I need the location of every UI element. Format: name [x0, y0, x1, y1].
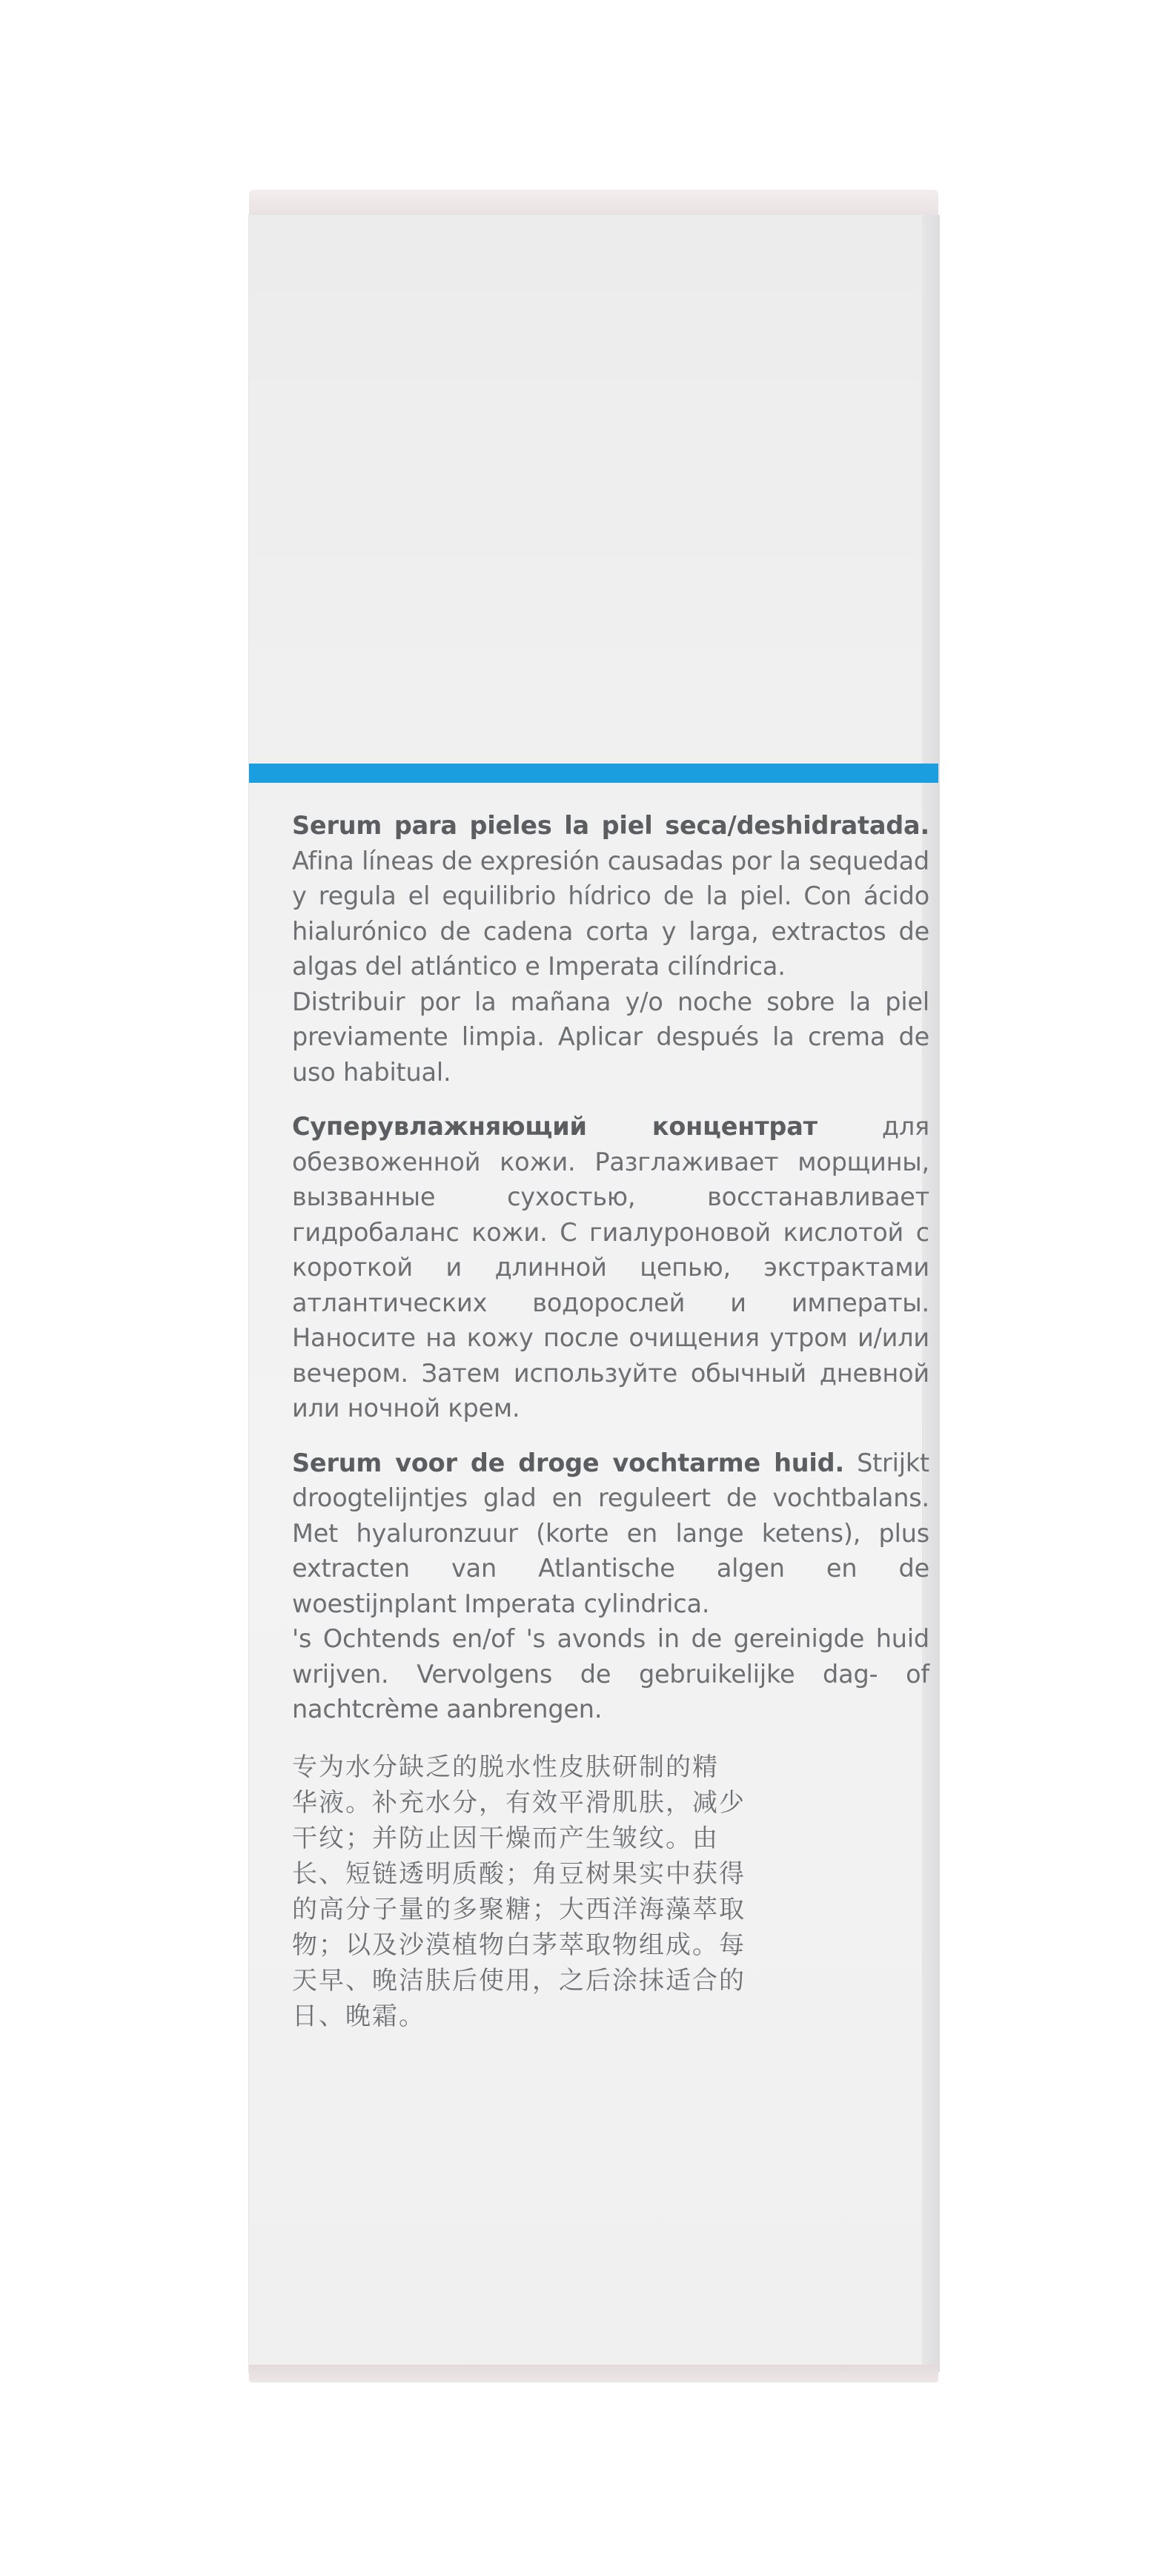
label-text-block [292, 808, 929, 2034]
chinese-line: 专为水分缺乏的脱水性皮肤研制的精 [292, 1752, 719, 1782]
chinese-line: 干纹；并防止因干燥而产生皱纹。由 [292, 1823, 719, 1853]
chinese-line: 天早、晚洁肤后使用，之后涂抹适合的 [292, 1965, 746, 1996]
chinese-description [292, 1749, 929, 2034]
spanish-body: Afina líneas de expresión causadas por la sequedad y regula el equilibrio hídrico de la piel. Con ácido hialurónico de cadena corta y larga, extractos de algas del atlántico e Imperata cilíndrica. [292, 846, 929, 981]
spanish-heading: Serum para pieles la piel seca/deshidratada. [292, 811, 929, 840]
chinese-line: 物；以及沙漠植物白茅萃取物组成。每 [292, 1930, 746, 1960]
chinese-line: 的高分子量的多聚糖；大西洋海藻萃取 [292, 1894, 746, 1924]
spanish-description [292, 808, 929, 984]
russian-heading: Суперувлажняющий концентрат [292, 1112, 818, 1141]
box-bottom-edge [249, 2365, 938, 2383]
russian-description [292, 1109, 929, 1426]
dutch-description [292, 1446, 929, 1622]
chinese-line: 日、晚霜。 [292, 2001, 425, 2031]
chinese-line: 华液。补充水分，有效平滑肌肤，减少 [292, 1787, 746, 1818]
chinese-line: 长、短链透明质酸；角豆树果实中获得 [292, 1858, 746, 1889]
dutch-heading: Serum voor de droge vochtarme huid. [292, 1448, 844, 1477]
dutch-usage: 's Ochtends en/of 's avonds in de gereinigde huid wrijven. Vervolgens de gebruikelijke dag- of nachtcrème aanbrengen. [292, 1624, 929, 1724]
blue-brand-stripe [249, 764, 938, 783]
russian-body: для обезвоженной кожи. Разглаживает морщины, вызванные сухостью, восстанавливает гидробаланс кожи. С гиалуроновой кислотой с короткой и длинной цепью, экстрактами атлантических водорослей и императы. Наносите на кожу после очищения утром и/или вечером. Затем используйте обычный дневной или ночной крем. [292, 1112, 930, 1423]
spanish-usage: Distribuir por la mañana y/o noche sobre la piel previamente limpia. Aplicar después la crema de uso habitual. [292, 987, 929, 1087]
dutch-body: Strijkt droogtelijntjes glad en reguleert de vochtbalans. Met hyaluronzuur (korte en lange ketens), plus extracten van Atlantische algen en de woestijnplant Imperata cylindrica. [292, 1448, 929, 1618]
